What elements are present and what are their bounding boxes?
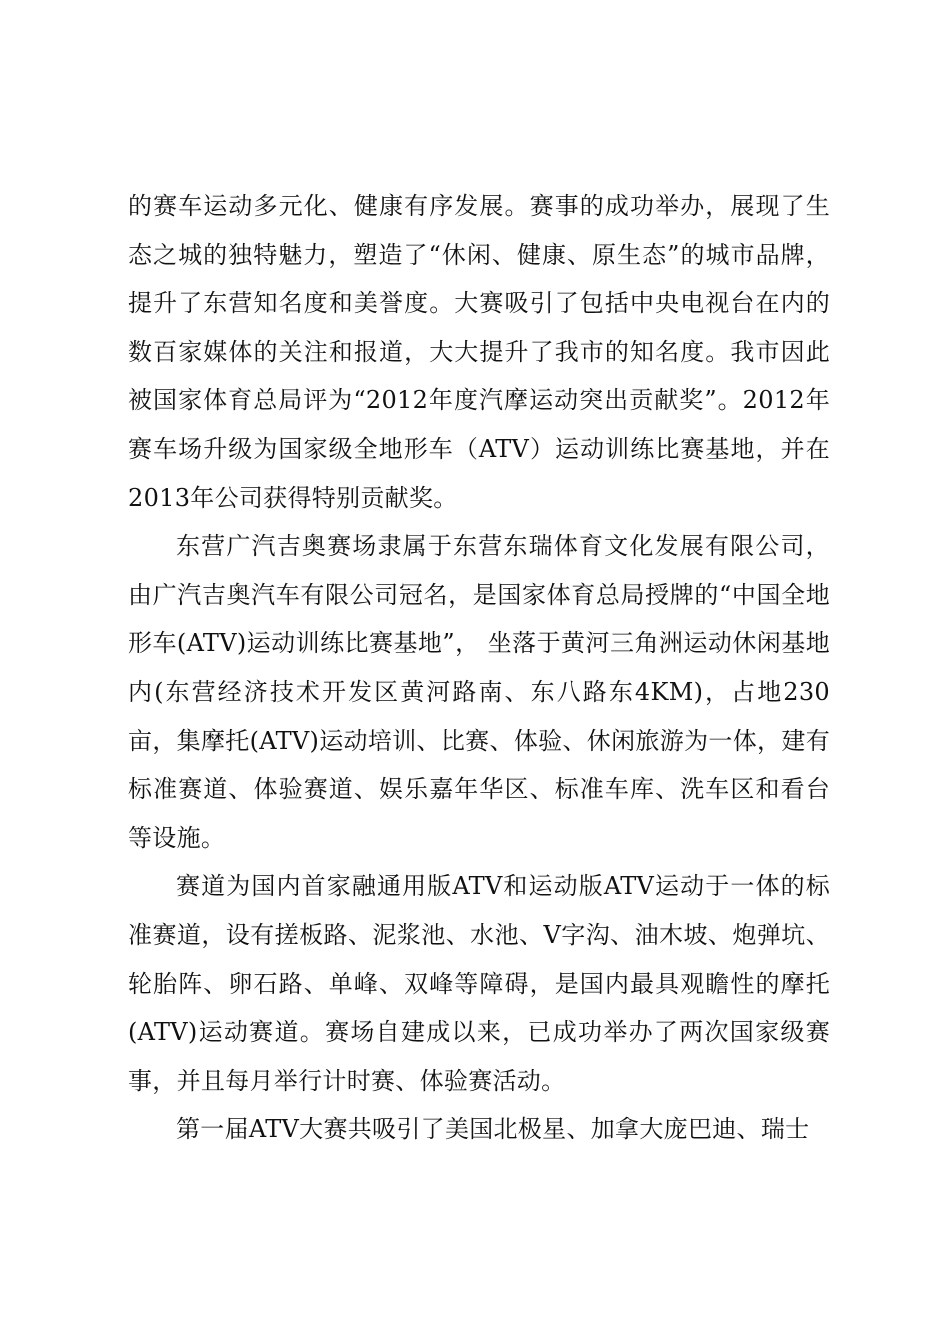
paragraph-4: 第一届ATV大赛共吸引了美国北极星、加拿大庞巴迪、瑞士 bbox=[176, 1115, 810, 1144]
paragraph-2: 东营广汽吉奥赛场隶属于东营东瑞体育文化发展有限公司，由广汽吉奥汽车有限公司冠名，是国家体育总局授牌的“中国全地形车(ATV)运动训练比赛基地”， 坐落于黄河三角洲运动休闲基地内(东营经济技术开发区黄河路南、东八路东4KM)，占地230亩，集摩托(ATV)运动培训、比赛、体验、休闲旅游为一体，建有标准赛道、体验赛道、娱乐嘉年华区、标准车库、洗车区和看台等设施。 bbox=[128, 532, 830, 852]
paragraph-3: 赛道为国内首家融通用版ATV和运动版ATV运动于一体的标准赛道，设有搓板路、泥浆池、水池、V字沟、油木坡、炮弹坑、轮胎阵、卵石路、单峰、双峰等障碍，是国内最具观瞻性的摩托(ATV)运动赛道。赛场自建成以来，已成功举办了两次国家级赛事，并且每月举行计时赛、体验赛活动。 bbox=[128, 872, 830, 1095]
document-body bbox=[128, 182, 830, 1154]
paragraph-1: 的赛车运动多元化、健康有序发展。赛事的成功举办，展现了生态之城的独特魅力，塑造了“休闲、健康、原生态”的城市品牌，提升了东营知名度和美誉度。大赛吸引了包括中央电视台在内的数百家媒体的关注和报道，大大提升了我市的知名度。我市因此被国家体育总局评为“2012年度汽摩运动突出贡献奖”。2012年赛车场升级为国家级全地形车（ATV）运动训练比赛基地，并在2013年公司获得特别贡献奖。 bbox=[128, 192, 830, 512]
